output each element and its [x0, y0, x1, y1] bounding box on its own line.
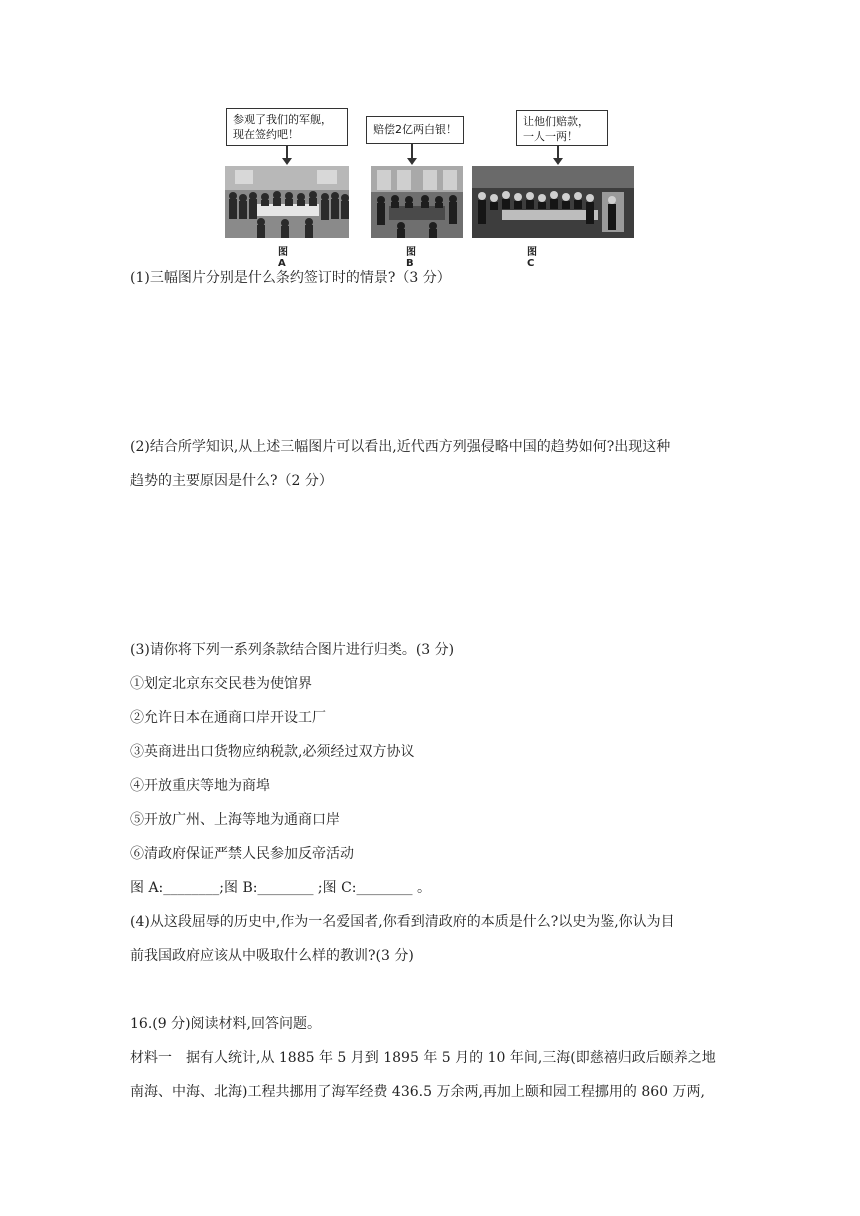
- bubble-a-line1: 参观了我们的军舰，: [233, 113, 332, 126]
- speech-bubble-a: [226, 108, 348, 146]
- question-4-line2: 前我国政府应该从中吸取什么样的教训?(3 分): [130, 948, 414, 964]
- question-2-line1: (2)结合所学知识,从上述三幅图片可以看出,近代西方列强侵略中国的趋势如何?出现这种: [130, 439, 671, 455]
- photo-a: [225, 166, 349, 238]
- clause-item: ④开放重庆等地为商埠: [130, 778, 270, 794]
- material-1-line2: 南海、中海、北海)工程共挪用了海军经费 436.5 万余两,再加上颐和园工程挪用的 860 万两,: [130, 1084, 705, 1100]
- arrowhead-b: [407, 158, 417, 165]
- photo-b: [371, 166, 463, 238]
- photo-c: [472, 166, 634, 238]
- clause-item: ③英商进出口货物应纳税款,必须经过双方协议: [130, 744, 415, 760]
- clause-item: ②允许日本在通商口岸开设工厂: [130, 710, 326, 726]
- caption-b: 图B: [406, 247, 416, 269]
- question-1: (1)三幅图片分别是什么条约签订时的情景?（3 分）: [130, 270, 451, 286]
- question-4-line1: (4)从这段屈辱的历史中,作为一名爱国者,你看到清政府的本质是什么?以史为鉴,你认为目: [130, 914, 675, 930]
- question-3: (3)请你将下列一系列条款结合图片进行归类。(3 分): [130, 642, 455, 658]
- caption-c: 图C: [527, 247, 537, 269]
- fill-in-line: 图 A:________;图 B:________ ;图 C:________ 。: [130, 880, 431, 896]
- speech-bubble-b: [366, 116, 464, 144]
- bubble-c-line1: 让他们赔款，: [523, 115, 589, 128]
- speech-bubble-c: [516, 110, 608, 146]
- arrow-b: [411, 144, 413, 159]
- bubble-b-line1: 赔偿2亿两白银！: [373, 123, 457, 136]
- bubble-c-line2: 一人一两！: [523, 130, 578, 143]
- caption-a: 图A: [278, 247, 288, 269]
- clause-item: ①划定北京东交民巷为使馆界: [130, 676, 312, 692]
- question-2-line2: 趋势的主要原因是什么?（2 分）: [130, 473, 333, 489]
- arrowhead-c: [553, 158, 563, 165]
- bubble-a-line2: 现在签约吧！: [233, 128, 299, 141]
- question-16-header: 16.(9 分)阅读材料,回答问题。: [130, 1016, 321, 1032]
- clause-item: ⑥清政府保证严禁人民参加反帝活动: [130, 846, 354, 862]
- clause-item: ⑤开放广州、上海等地为通商口岸: [130, 812, 340, 828]
- material-1-line1: 材料一 据有人统计,从 1885 年 5 月到 1895 年 5 月的 10 年间,三海(即慈禧归政后颐养之地: [130, 1050, 716, 1066]
- arrowhead-a: [282, 158, 292, 165]
